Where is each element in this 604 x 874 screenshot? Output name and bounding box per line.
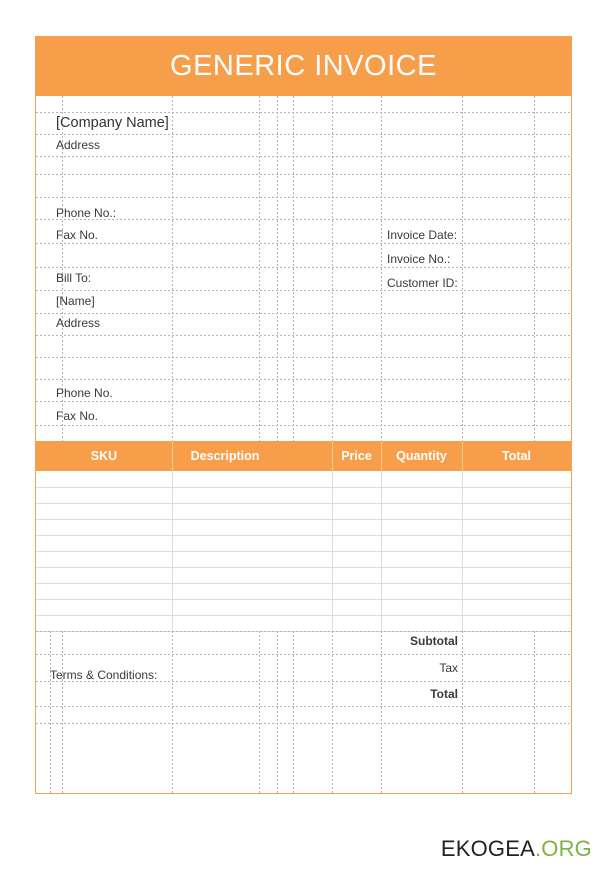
terms-conditions-label: Terms & Conditions: (50, 668, 158, 682)
customer-id-label: Customer ID: (387, 276, 458, 290)
bill-to-name[interactable]: [Name] (56, 294, 95, 308)
invoice-number-label: Invoice No.: (387, 252, 451, 266)
bill-to-phone-label[interactable]: Phone No. (56, 386, 113, 400)
invoice-sheet (35, 36, 572, 794)
total-label: Total (430, 687, 458, 701)
company-phone-label[interactable]: Phone No.: (56, 206, 117, 220)
bill-to-fax-label[interactable]: Fax No. (56, 409, 99, 423)
bill-to-address-label[interactable]: Address (56, 316, 101, 330)
column-header-description: Description (190, 449, 260, 463)
brand-domain: .ORG (534, 836, 592, 861)
tax-label: Tax (439, 661, 458, 675)
title-bar (36, 37, 571, 96)
invoice-date-label: Invoice Date: (387, 228, 458, 242)
column-header-sku: SKU (90, 449, 118, 463)
column-header-price: Price (341, 449, 372, 463)
brand-name: EKOGEA (440, 836, 535, 861)
company-fax-label[interactable]: Fax No. (56, 228, 99, 242)
invoice-title: GENERIC INVOICE (170, 50, 437, 82)
column-header-quantity: Quantity (396, 449, 447, 463)
bill-to-label: Bill To: (56, 271, 92, 285)
column-header-total: Total (502, 449, 531, 463)
company-name[interactable]: [Company Name] (56, 115, 169, 131)
items-table-header (36, 441, 571, 471)
company-address-label[interactable]: Address (56, 138, 101, 152)
subtotal-label: Subtotal (410, 634, 458, 648)
brand-logo (441, 836, 592, 862)
